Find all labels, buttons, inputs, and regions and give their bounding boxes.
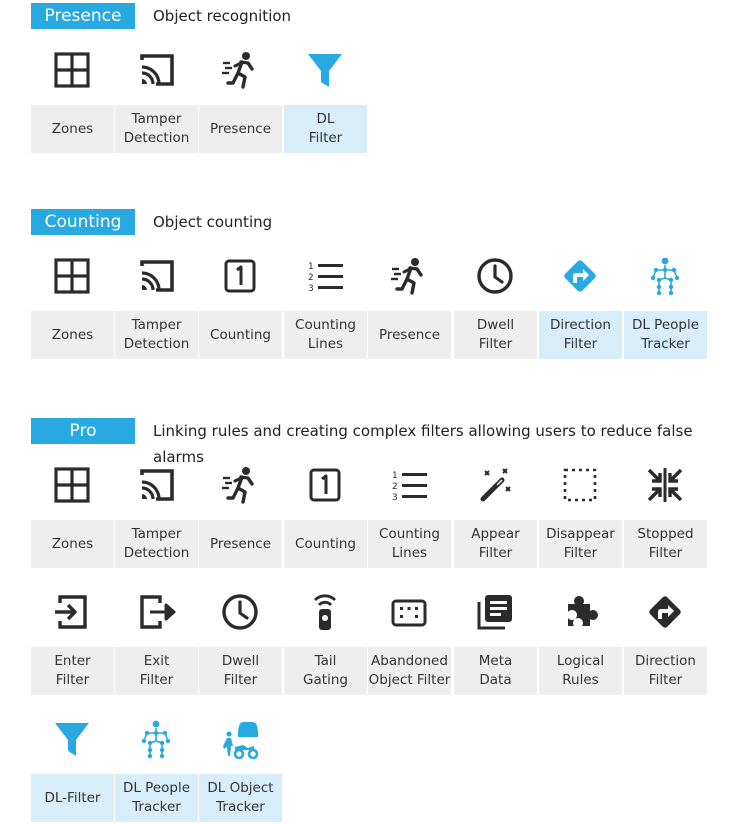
zones-grid-icon (52, 256, 92, 296)
section-tag-presence: Presence (31, 3, 135, 29)
direction-arrow-icon (560, 256, 600, 296)
feature-cell: Presence (368, 311, 451, 359)
abandoned-object-icon (389, 592, 429, 632)
feature-cell: Tamper Detection (115, 105, 198, 153)
feature-cell: DL Filter (284, 105, 367, 153)
section-tag-counting: Counting (31, 209, 135, 235)
counter-one-icon (305, 465, 345, 505)
funnel-filter-icon (305, 50, 345, 90)
zones-grid-icon (52, 465, 92, 505)
metadata-document-icon (475, 592, 515, 632)
section-tag-pro: Pro (31, 418, 135, 444)
svg-text:3: 3 (392, 493, 398, 503)
counter-one-icon (220, 256, 260, 296)
logout-exit-icon (136, 592, 176, 632)
feature-cell: Logical Rules (539, 647, 622, 695)
tamper-cast-icon (136, 465, 176, 505)
numbered-list-icon (305, 256, 345, 296)
section-description: Object counting (153, 213, 273, 231)
svg-text:2: 2 (392, 482, 398, 492)
feature-cell: DL-Filter (31, 774, 114, 822)
feature-cell: DL People Tracker (115, 774, 198, 822)
tailgating-remote-icon (305, 592, 345, 632)
feature-cell: Presence (199, 520, 282, 568)
feature-cell: DL People Tracker (624, 311, 707, 359)
running-person-icon (389, 256, 429, 296)
feature-cell: Tamper Detection (115, 520, 198, 568)
feature-cell: Disappear Filter (539, 520, 622, 568)
feature-cell: Counting (284, 520, 367, 568)
feature-cell: Stopped Filter (624, 520, 707, 568)
running-person-icon (220, 465, 260, 505)
feature-cell: Counting Lines (284, 311, 367, 359)
feature-cell: Tamper Detection (115, 311, 198, 359)
dotted-square-icon (560, 465, 600, 505)
running-person-icon (220, 50, 260, 90)
section-description: Object recognition (153, 7, 292, 25)
svg-text:2: 2 (308, 273, 314, 283)
person-car-bike-icon (220, 719, 260, 759)
feature-cell: Zones (31, 105, 114, 153)
tamper-cast-icon (136, 50, 176, 90)
feature-cell: Presence (199, 105, 282, 153)
feature-cell: Direction Filter (539, 311, 622, 359)
feature-cell: Counting (199, 311, 282, 359)
feature-cell: Zones (31, 520, 114, 568)
feature-cell: Direction Filter (624, 647, 707, 695)
feature-cell: DL Object Tracker (199, 774, 282, 822)
login-enter-icon (52, 592, 92, 632)
puzzle-piece-icon (560, 592, 600, 632)
feature-cell: Exit Filter (115, 647, 198, 695)
section-description: Linking rules and creating complex filters allowing users to reduce false alarms (153, 422, 693, 466)
funnel-filter-icon (52, 719, 92, 759)
skeleton-tracker-icon (645, 256, 685, 296)
feature-cell: Dwell Filter (199, 647, 282, 695)
feature-cell: Enter Filter (31, 647, 114, 695)
clock-icon (475, 256, 515, 296)
feature-cell: Counting Lines (368, 520, 451, 568)
skeleton-tracker-icon (136, 719, 176, 759)
numbered-list-icon (389, 465, 429, 505)
feature-cell: Tail Gating (284, 647, 367, 695)
feature-cell: Abandoned Object Filter (368, 647, 451, 695)
magic-wand-icon (475, 465, 515, 505)
clock-icon (220, 592, 260, 632)
tamper-cast-icon (136, 256, 176, 296)
feature-cell: Appear Filter (454, 520, 537, 568)
zones-grid-icon (52, 50, 92, 90)
feature-cell: Zones (31, 311, 114, 359)
svg-text:3: 3 (308, 284, 314, 294)
svg-text:1: 1 (308, 262, 314, 272)
svg-text:1: 1 (392, 471, 398, 481)
feature-cell: Meta Data (454, 647, 537, 695)
feature-cell: Dwell Filter (454, 311, 537, 359)
converging-arrows-icon (645, 465, 685, 505)
direction-arrow-icon (645, 592, 685, 632)
